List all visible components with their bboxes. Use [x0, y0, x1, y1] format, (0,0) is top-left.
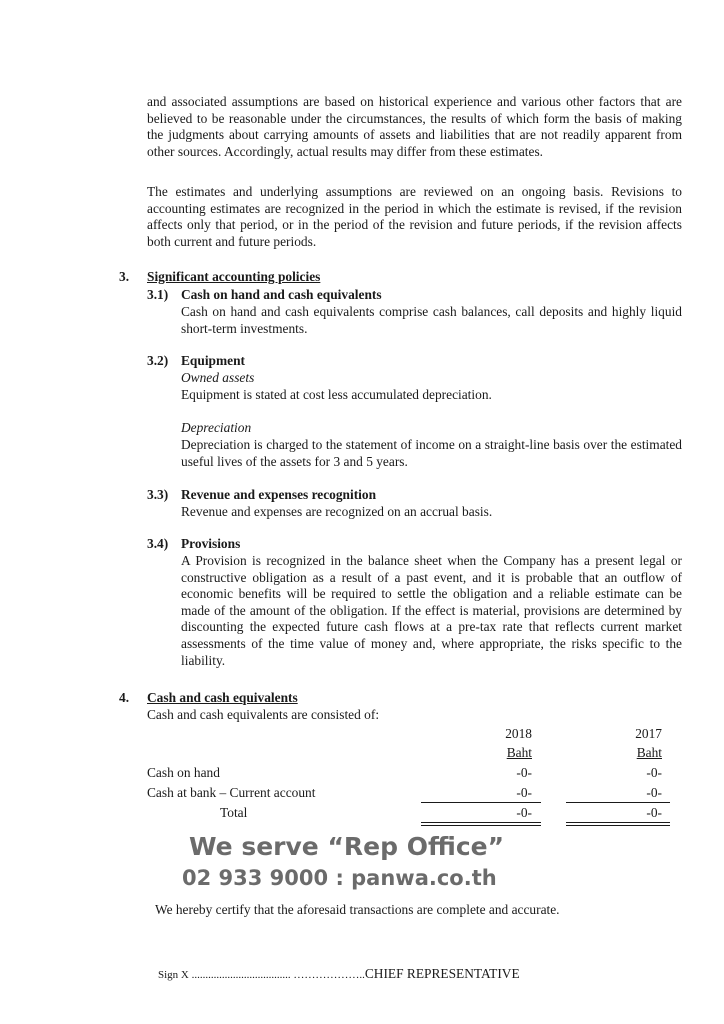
intro-paragraph-1: and associated assumptions are based on historical experience and various other factors that are believed to be reasonable under the circumstances, the results of which form the basis of making the judgments about carrying amounts of assets and liabilities that are not readily apparent from other sources. Accordingly, actual results may differ from these estimates. [147, 94, 682, 159]
owned-assets-label: Owned assets [181, 370, 255, 385]
subsection-3-4-number: 3.4) [147, 536, 169, 551]
depreciation-label: Depreciation [181, 420, 252, 435]
cell-value: -0- [646, 785, 662, 800]
cell-value: -0- [646, 765, 662, 780]
subsection-3-3-body: Revenue and expenses are recognized on an accrual basis. [181, 504, 493, 519]
signature-field: .................................... ……………….. [191, 969, 365, 981]
subsection-3-4-body: A Provision is recognized in the balance sheet when the Company has a present legal or constructive obligation as a result of a past event, and it is probable that an outflow of economic benefits will be required to settle the obligation and a reliable estimate can be made of the amount of the obligation. If the effect is material, provisions are determined by discounting the expected future cash flows at a pre-tax rate that reflects current market assessments of the time value of money and, where appropriate, the risks specific to the liability. [181, 553, 682, 668]
subsection-3-3-title: Revenue and expenses recognition [181, 487, 377, 502]
subtotal-rule-2017 [566, 802, 670, 803]
subsection-3-3-number: 3.3) [147, 487, 169, 502]
column-year-2018: 2018 [505, 726, 532, 741]
cell-value: -0- [516, 765, 532, 780]
certification-statement: We hereby certify that the aforesaid transactions are complete and accurate. [155, 902, 560, 917]
row-label-cash-at-bank: Cash at bank – Current account [147, 785, 316, 800]
subsection-3-1-title: Cash on hand and cash equivalents [181, 287, 382, 302]
total-double-rule-2018 [421, 822, 541, 826]
total-value-2017: -0- [646, 805, 662, 820]
cell-value: -0- [516, 785, 532, 800]
watermark-contact: 02 933 9000 : panwa.co.th [182, 866, 497, 890]
subtotal-rule-2018 [421, 802, 541, 803]
signature-line [158, 966, 520, 982]
section-3-title: Significant accounting policies [147, 269, 321, 284]
row-label-cash-on-hand: Cash on hand [147, 765, 220, 780]
intro-paragraph-2: The estimates and underlying assumptions are reviewed on an ongoing basis. Revisions to accounting estimates are recognized in the period in which the estimate is revised, if the revision affects only that period, or in the period of the revision and future periods, if the revision affects both current and future periods. [147, 184, 682, 249]
subsection-3-2-number: 3.2) [147, 353, 169, 368]
total-double-rule-2017 [566, 822, 670, 826]
column-unit-2018: Baht [506, 745, 532, 760]
column-year-2017: 2017 [635, 726, 662, 741]
signature-label: Sign X [158, 969, 189, 981]
subsection-3-4-title: Provisions [181, 536, 241, 551]
owned-assets-body: Equipment is stated at cost less accumulated depreciation. [181, 387, 492, 402]
section-3-number: 3. [119, 269, 130, 284]
total-value-2018: -0- [516, 805, 532, 820]
section-4-title: Cash and cash equivalents [147, 690, 298, 705]
row-label-total: Total [220, 805, 248, 820]
section-4-intro: Cash and cash equivalents are consisted of: [147, 707, 380, 722]
subsection-3-1-body: Cash on hand and cash equivalents comprise cash balances, call deposits and highly liquid short-term investments. [181, 304, 682, 336]
column-unit-2017: Baht [636, 745, 662, 760]
subsection-3-1-number: 3.1) [147, 287, 169, 302]
watermark-tagline: We serve “Rep Office” [189, 832, 505, 861]
signature-role: CHIEF REPRESENTATIVE [364, 966, 520, 981]
section-4-number: 4. [119, 690, 130, 705]
subsection-3-2-title: Equipment [181, 353, 245, 368]
depreciation-body: Depreciation is charged to the statement of income on a straight-line basis over the estimated useful lives of the assets for 3 and 5 years. [181, 437, 682, 469]
